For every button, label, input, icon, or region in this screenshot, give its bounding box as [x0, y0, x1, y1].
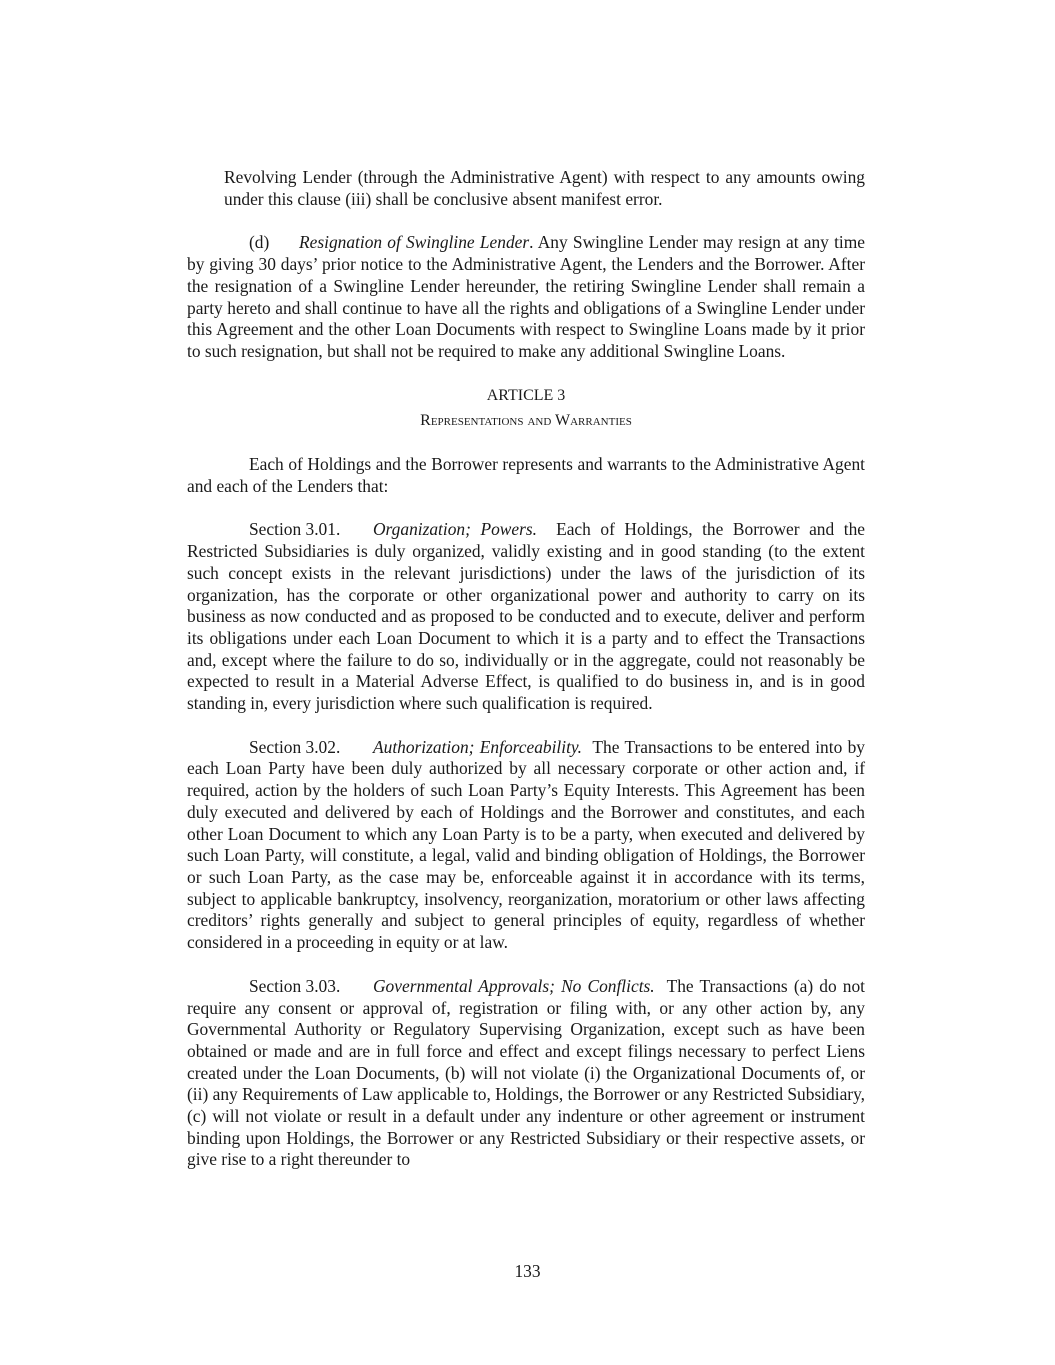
- section-title: Organization; Powers.: [373, 519, 537, 540]
- section-3-02-paragraph: [187, 737, 865, 954]
- article-intro: Each of Holdings and the Borrower represents and warrants to the Administrative Agent and each of the Lenders that:: [187, 454, 865, 496]
- subsection-d-title: Resignation of Swingline Lender: [299, 232, 530, 253]
- section-number: Section 3.01.: [249, 519, 341, 540]
- section-text: The Transactions (a) do not require any consent or approval of, registration or filing with, or any other action by, any Governmental Authority or Regulatory Supervising Organization, except such as have been obtained or made and are in full force and effect and except filings necessary to perfect Liens created under the Loan Documents, (b) will not violate (i) the Organizational Documents of, or (ii) any Requirements of Law applicable to, Holdings, the Borrower or any Restricted Subsidiary, (c) will not violate or result in a default under any indenture or other agreement or instrument binding upon Holdings, the Borrower or any Restricted Subsidiary or their respective assets, or give rise to a right thereunder to: [187, 975, 865, 1170]
- subsection-d-paragraph: [187, 232, 865, 362]
- section-3-03-paragraph: [187, 976, 865, 1171]
- section-text: Each of Holdings, the Borrower and the Restricted Subsidiaries is duly organized, validly existing and in good standing (to the extent such concept exists in the relevant jurisdictions) under the laws of the jurisdiction of its organization, has the corporate or other organizational power and authority to carry on its business as now conducted and as proposed to be conducted and to execute, deliver and perform its obligations under each Loan Document to which it is a party and to effect the Transactions and, except where the failure to do so, individually or in the aggregate, could not reasonably be expected to result in a Material Adverse Effect, is qualified to do business in, and is in good standing in, every jurisdiction where such qualification is required.: [187, 519, 865, 714]
- subsection-d-label: (d): [249, 232, 270, 253]
- section-number: Section 3.02.: [249, 736, 341, 757]
- section-title: Authorization; Enforceability.: [373, 736, 583, 757]
- section-number: Section 3.03.: [249, 975, 341, 996]
- subsection-d-text: . Any Swingline Lender may resign at any time by giving 30 days’ prior notice to the Administrative Agent, the Lenders and the Borrower. After the resignation of a Swingline Lender hereunder, the retiring Swingline Lender shall remain a party hereto and shall continue to have all the rights and obligations of a Swingline Lender under this Agreement and the other Loan Documents with respect to Swingline Loans made by it prior to such resignation, but shall not be required to make any additional Swingline Loans.: [187, 232, 866, 361]
- section-3-01-paragraph: [187, 519, 865, 714]
- continuation-paragraph: Revolving Lender (through the Administrative Agent) with respect to any amounts owing under this clause (iii) shall be conclusive absent manifest error.: [224, 167, 865, 209]
- document-body: [187, 167, 865, 1171]
- section-title: Governmental Approvals; No Conflicts.: [373, 975, 655, 996]
- page-number: 133: [514, 1261, 541, 1281]
- section-text: The Transactions to be entered into by each Loan Party have been duly authorized by all necessary corporate or other action and, if required, action by the holders of such Loan Party’s Equity Interests. This Agreement has been duly executed and delivered by each of Holdings and the Borrower and constitutes, and each other Loan Document to which any Loan Party is to be a party, when executed and delivered by such Loan Party, will constitute, a legal, valid and binding obligation of Holdings, the Borrower or such Loan Party, as the case may be, enforceable against it in accordance with its terms, subject to applicable bankruptcy, insolvency, reorganization, moratorium or other laws affecting creditors’ rights generally and subject to general principles of equity, regardless of whether considered in a proceeding in equity or at law.: [187, 736, 865, 953]
- article-number: ARTICLE 3: [486, 386, 566, 404]
- article-title: Representations and Warranties: [420, 412, 632, 430]
